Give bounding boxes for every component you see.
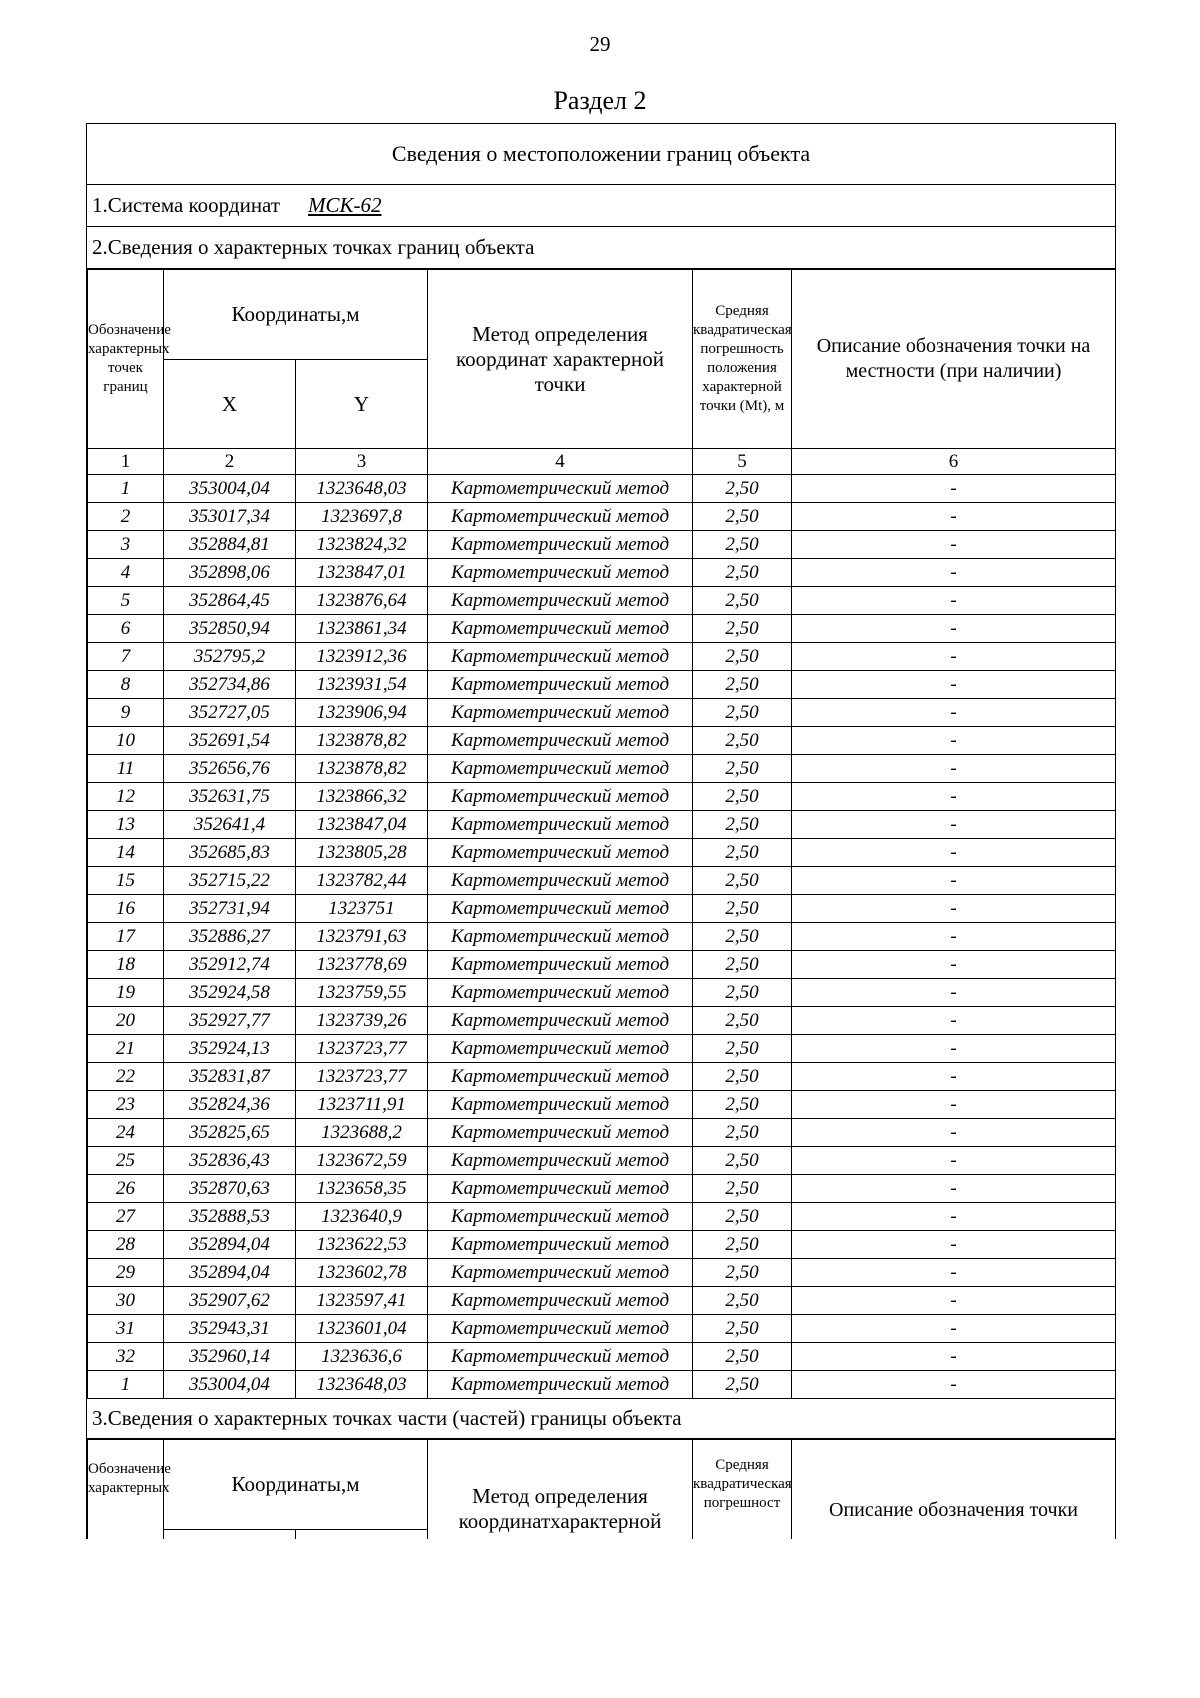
description: - bbox=[792, 1231, 1116, 1259]
parts-header-row bbox=[88, 1440, 1116, 1530]
description: - bbox=[792, 559, 1116, 587]
coord-x: 352924,58 bbox=[164, 979, 296, 1007]
coord-y: 1323824,32 bbox=[296, 531, 428, 559]
point-number: 5 bbox=[88, 587, 164, 615]
description: - bbox=[792, 1287, 1116, 1315]
coord-y: 1323723,77 bbox=[296, 1063, 428, 1091]
method: Картометрический метод bbox=[428, 615, 693, 643]
rmse: 2,50 bbox=[693, 1287, 792, 1315]
description: - bbox=[792, 811, 1116, 839]
table-row bbox=[88, 699, 1116, 727]
section-title: Раздел 2 bbox=[553, 86, 647, 115]
method: Картометрический метод bbox=[428, 1091, 693, 1119]
method: Картометрический метод bbox=[428, 811, 693, 839]
method: Картометрический метод bbox=[428, 559, 693, 587]
description: - bbox=[792, 867, 1116, 895]
method: Картометрический метод bbox=[428, 979, 693, 1007]
parts-col-header-method: Метод определения координатхарактерной bbox=[428, 1440, 693, 1540]
description: - bbox=[792, 1315, 1116, 1343]
points-table-body bbox=[88, 475, 1116, 1399]
coord-y: 1323861,34 bbox=[296, 615, 428, 643]
description: - bbox=[792, 923, 1116, 951]
table-row bbox=[88, 979, 1116, 1007]
table-row bbox=[88, 475, 1116, 503]
table-row bbox=[88, 671, 1116, 699]
description: - bbox=[792, 643, 1116, 671]
col-header-method: Метод определения координат характерной точки bbox=[428, 270, 693, 449]
coord-x: 352943,31 bbox=[164, 1315, 296, 1343]
point-number: 30 bbox=[88, 1287, 164, 1315]
col-header-y: Y bbox=[296, 360, 428, 449]
coord-x: 352884,81 bbox=[164, 531, 296, 559]
point-number: 7 bbox=[88, 643, 164, 671]
coord-x: 352894,04 bbox=[164, 1259, 296, 1287]
rmse: 2,50 bbox=[693, 559, 792, 587]
description: - bbox=[792, 755, 1116, 783]
method: Картометрический метод bbox=[428, 923, 693, 951]
coord-x: 352898,06 bbox=[164, 559, 296, 587]
description: - bbox=[792, 979, 1116, 1007]
coord-y: 1323622,53 bbox=[296, 1231, 428, 1259]
table-row bbox=[88, 615, 1116, 643]
crs-value: МСК-62 bbox=[308, 193, 382, 217]
column-number: 4 bbox=[428, 449, 693, 475]
coord-y: 1323847,04 bbox=[296, 811, 428, 839]
point-number: 23 bbox=[88, 1091, 164, 1119]
coord-x: 352715,22 bbox=[164, 867, 296, 895]
description: - bbox=[792, 1203, 1116, 1231]
coord-y: 1323878,82 bbox=[296, 727, 428, 755]
coord-y: 1323782,44 bbox=[296, 867, 428, 895]
rmse: 2,50 bbox=[693, 1091, 792, 1119]
description: - bbox=[792, 895, 1116, 923]
table-row bbox=[88, 755, 1116, 783]
coord-y: 1323778,69 bbox=[296, 951, 428, 979]
point-number: 6 bbox=[88, 615, 164, 643]
page-number: 29 bbox=[589, 32, 611, 56]
method: Картометрический метод bbox=[428, 1063, 693, 1091]
parts-col-header-y bbox=[296, 1530, 428, 1540]
points-table bbox=[87, 269, 1116, 1399]
coord-x: 352888,53 bbox=[164, 1203, 296, 1231]
coord-x: 352691,54 bbox=[164, 727, 296, 755]
coord-y: 1323739,26 bbox=[296, 1007, 428, 1035]
column-number-row bbox=[88, 449, 1116, 475]
description: - bbox=[792, 839, 1116, 867]
table-row bbox=[88, 727, 1116, 755]
table-row bbox=[88, 1371, 1116, 1399]
point-number: 25 bbox=[88, 1147, 164, 1175]
description: - bbox=[792, 1147, 1116, 1175]
coord-y: 1323697,8 bbox=[296, 503, 428, 531]
method: Картометрический метод bbox=[428, 755, 693, 783]
parts-col-header-designation: Обозначение характерных bbox=[88, 1440, 164, 1540]
coord-x: 352894,04 bbox=[164, 1231, 296, 1259]
coord-x: 352685,83 bbox=[164, 839, 296, 867]
rmse: 2,50 bbox=[693, 1343, 792, 1371]
coord-x: 352836,43 bbox=[164, 1147, 296, 1175]
table-row bbox=[88, 1315, 1116, 1343]
coord-x: 352825,65 bbox=[164, 1119, 296, 1147]
coord-y: 1323597,41 bbox=[296, 1287, 428, 1315]
coord-x: 352912,74 bbox=[164, 951, 296, 979]
coord-x: 352850,94 bbox=[164, 615, 296, 643]
points-section-header: 2.Сведения о характерных точках границ объекта bbox=[87, 227, 1115, 269]
rmse: 2,50 bbox=[693, 615, 792, 643]
method: Картометрический метод bbox=[428, 1315, 693, 1343]
description: - bbox=[792, 1343, 1116, 1371]
coord-x: 352886,27 bbox=[164, 923, 296, 951]
point-number: 1 bbox=[88, 1371, 164, 1399]
coord-x: 352924,13 bbox=[164, 1035, 296, 1063]
table-row bbox=[88, 643, 1116, 671]
table-row bbox=[88, 839, 1116, 867]
rmse: 2,50 bbox=[693, 1203, 792, 1231]
boundary-info-box bbox=[86, 123, 1116, 1539]
crs-row bbox=[87, 185, 1115, 227]
rmse: 2,50 bbox=[693, 951, 792, 979]
rmse: 2,50 bbox=[693, 867, 792, 895]
coord-y: 1323751 bbox=[296, 895, 428, 923]
point-number: 11 bbox=[88, 755, 164, 783]
coord-y: 1323866,32 bbox=[296, 783, 428, 811]
method: Картометрический метод bbox=[428, 699, 693, 727]
description: - bbox=[792, 727, 1116, 755]
method: Картометрический метод bbox=[428, 1007, 693, 1035]
col-header-rmse: Средняя квадратическая погрешность положения характерной точки (Mt), м bbox=[693, 270, 792, 449]
method: Картометрический метод bbox=[428, 895, 693, 923]
method: Картометрический метод bbox=[428, 867, 693, 895]
point-number: 10 bbox=[88, 727, 164, 755]
method: Картометрический метод bbox=[428, 1259, 693, 1287]
column-number: 1 bbox=[88, 449, 164, 475]
method: Картометрический метод bbox=[428, 1035, 693, 1063]
coord-y: 1323672,59 bbox=[296, 1147, 428, 1175]
description: - bbox=[792, 1007, 1116, 1035]
table-row bbox=[88, 503, 1116, 531]
coord-y: 1323658,35 bbox=[296, 1175, 428, 1203]
coord-y: 1323640,9 bbox=[296, 1203, 428, 1231]
method: Картометрический метод bbox=[428, 727, 693, 755]
table-row bbox=[88, 1035, 1116, 1063]
method: Картометрический метод bbox=[428, 783, 693, 811]
method: Картометрический метод bbox=[428, 1287, 693, 1315]
table-row bbox=[88, 1287, 1116, 1315]
description: - bbox=[792, 783, 1116, 811]
description: - bbox=[792, 699, 1116, 727]
table-row bbox=[88, 1343, 1116, 1371]
rmse: 2,50 bbox=[693, 643, 792, 671]
point-number: 27 bbox=[88, 1203, 164, 1231]
coord-y: 1323791,63 bbox=[296, 923, 428, 951]
parts-table bbox=[87, 1439, 1115, 1539]
description: - bbox=[792, 475, 1116, 503]
method: Картометрический метод bbox=[428, 1147, 693, 1175]
rmse: 2,50 bbox=[693, 699, 792, 727]
rmse: 2,50 bbox=[693, 531, 792, 559]
method: Картометрический метод bbox=[428, 951, 693, 979]
coord-x: 352731,94 bbox=[164, 895, 296, 923]
rmse: 2,50 bbox=[693, 1063, 792, 1091]
point-number: 21 bbox=[88, 1035, 164, 1063]
col-header-coords: Координаты,м bbox=[164, 270, 428, 360]
coord-y: 1323688,2 bbox=[296, 1119, 428, 1147]
point-number: 2 bbox=[88, 503, 164, 531]
method: Картометрический метод bbox=[428, 1175, 693, 1203]
parts-table-header-clip bbox=[87, 1439, 1115, 1539]
coord-x: 352960,14 bbox=[164, 1343, 296, 1371]
description: - bbox=[792, 1119, 1116, 1147]
description: - bbox=[792, 531, 1116, 559]
table-row bbox=[88, 1147, 1116, 1175]
coord-y: 1323878,82 bbox=[296, 755, 428, 783]
rmse: 2,50 bbox=[693, 979, 792, 1007]
rmse: 2,50 bbox=[693, 1119, 792, 1147]
coord-y: 1323601,04 bbox=[296, 1315, 428, 1343]
point-number: 22 bbox=[88, 1063, 164, 1091]
table-row bbox=[88, 587, 1116, 615]
parts-col-header-x bbox=[164, 1530, 296, 1540]
method: Картометрический метод bbox=[428, 475, 693, 503]
coord-y: 1323805,28 bbox=[296, 839, 428, 867]
rmse: 2,50 bbox=[693, 475, 792, 503]
parts-col-header-rmse: Средняя квадратическая погрешност bbox=[693, 1440, 792, 1540]
coord-y: 1323648,03 bbox=[296, 1371, 428, 1399]
coord-x: 352656,76 bbox=[164, 755, 296, 783]
table-header-row bbox=[88, 270, 1116, 360]
description: - bbox=[792, 671, 1116, 699]
description: - bbox=[792, 1175, 1116, 1203]
column-number: 3 bbox=[296, 449, 428, 475]
method: Картометрический метод bbox=[428, 1371, 693, 1399]
coord-x: 352795,2 bbox=[164, 643, 296, 671]
point-number: 28 bbox=[88, 1231, 164, 1259]
box-title: Сведения о местоположении границ объекта bbox=[87, 124, 1115, 185]
rmse: 2,50 bbox=[693, 1007, 792, 1035]
method: Картометрический метод bbox=[428, 1343, 693, 1371]
point-number: 19 bbox=[88, 979, 164, 1007]
method: Картометрический метод bbox=[428, 531, 693, 559]
coord-x: 352631,75 bbox=[164, 783, 296, 811]
coord-x: 352831,87 bbox=[164, 1063, 296, 1091]
coord-y: 1323602,78 bbox=[296, 1259, 428, 1287]
table-row bbox=[88, 1231, 1116, 1259]
point-number: 12 bbox=[88, 783, 164, 811]
rmse: 2,50 bbox=[693, 1371, 792, 1399]
description: - bbox=[792, 1259, 1116, 1287]
method: Картометрический метод bbox=[428, 1119, 693, 1147]
table-row bbox=[88, 559, 1116, 587]
table-row bbox=[88, 1063, 1116, 1091]
rmse: 2,50 bbox=[693, 1315, 792, 1343]
table-row bbox=[88, 1259, 1116, 1287]
point-number: 4 bbox=[88, 559, 164, 587]
table-row bbox=[88, 1175, 1116, 1203]
description: - bbox=[792, 1091, 1116, 1119]
coord-y: 1323711,91 bbox=[296, 1091, 428, 1119]
point-number: 24 bbox=[88, 1119, 164, 1147]
coord-x: 353017,34 bbox=[164, 503, 296, 531]
parts-col-header-coords: Координаты,м bbox=[164, 1440, 428, 1530]
coord-y: 1323723,77 bbox=[296, 1035, 428, 1063]
rmse: 2,50 bbox=[693, 755, 792, 783]
rmse: 2,50 bbox=[693, 783, 792, 811]
point-number: 13 bbox=[88, 811, 164, 839]
method: Картометрический метод bbox=[428, 643, 693, 671]
col-header-description: Описание обозначения точки на местности (при наличии) bbox=[792, 270, 1116, 449]
crs-label: 1.Система координат bbox=[92, 193, 281, 217]
point-number: 31 bbox=[88, 1315, 164, 1343]
description: - bbox=[792, 1035, 1116, 1063]
method: Картометрический метод bbox=[428, 839, 693, 867]
table-row bbox=[88, 1007, 1116, 1035]
col-header-designation: Обозначение характерных точек границ bbox=[88, 270, 164, 449]
rmse: 2,50 bbox=[693, 811, 792, 839]
coord-x: 352864,45 bbox=[164, 587, 296, 615]
coord-x: 352734,86 bbox=[164, 671, 296, 699]
method: Картометрический метод bbox=[428, 587, 693, 615]
point-number: 32 bbox=[88, 1343, 164, 1371]
table-row bbox=[88, 895, 1116, 923]
coord-x: 352870,63 bbox=[164, 1175, 296, 1203]
coord-x: 352824,36 bbox=[164, 1091, 296, 1119]
coord-y: 1323906,94 bbox=[296, 699, 428, 727]
point-number: 8 bbox=[88, 671, 164, 699]
point-number: 29 bbox=[88, 1259, 164, 1287]
coord-y: 1323648,03 bbox=[296, 475, 428, 503]
col-header-x: X bbox=[164, 360, 296, 449]
coord-x: 352927,77 bbox=[164, 1007, 296, 1035]
column-number: 2 bbox=[164, 449, 296, 475]
table-row bbox=[88, 811, 1116, 839]
table-row bbox=[88, 923, 1116, 951]
description: - bbox=[792, 615, 1116, 643]
point-number: 3 bbox=[88, 531, 164, 559]
point-number: 20 bbox=[88, 1007, 164, 1035]
description: - bbox=[792, 1371, 1116, 1399]
point-number: 17 bbox=[88, 923, 164, 951]
description: - bbox=[792, 587, 1116, 615]
method: Картометрический метод bbox=[428, 503, 693, 531]
table-row bbox=[88, 531, 1116, 559]
rmse: 2,50 bbox=[693, 1259, 792, 1287]
point-number: 26 bbox=[88, 1175, 164, 1203]
column-number: 5 bbox=[693, 449, 792, 475]
rmse: 2,50 bbox=[693, 1231, 792, 1259]
coord-y: 1323636,6 bbox=[296, 1343, 428, 1371]
description: - bbox=[792, 951, 1116, 979]
point-number: 15 bbox=[88, 867, 164, 895]
coord-y: 1323847,01 bbox=[296, 559, 428, 587]
column-number: 6 bbox=[792, 449, 1116, 475]
method: Картометрический метод bbox=[428, 1231, 693, 1259]
rmse: 2,50 bbox=[693, 727, 792, 755]
point-number: 16 bbox=[88, 895, 164, 923]
point-number: 18 bbox=[88, 951, 164, 979]
method: Картометрический метод bbox=[428, 671, 693, 699]
table-row bbox=[88, 1119, 1116, 1147]
table-row bbox=[88, 783, 1116, 811]
parts-col-header-description: Описание обозначения точки bbox=[792, 1440, 1115, 1540]
coord-y: 1323876,64 bbox=[296, 587, 428, 615]
rmse: 2,50 bbox=[693, 671, 792, 699]
rmse: 2,50 bbox=[693, 503, 792, 531]
description: - bbox=[792, 1063, 1116, 1091]
table-row bbox=[88, 867, 1116, 895]
point-number: 1 bbox=[88, 475, 164, 503]
point-number: 9 bbox=[88, 699, 164, 727]
rmse: 2,50 bbox=[693, 1175, 792, 1203]
coord-x: 352641,4 bbox=[164, 811, 296, 839]
rmse: 2,50 bbox=[693, 587, 792, 615]
coord-x: 352907,62 bbox=[164, 1287, 296, 1315]
table-row bbox=[88, 1203, 1116, 1231]
description: - bbox=[792, 503, 1116, 531]
coord-y: 1323759,55 bbox=[296, 979, 428, 1007]
coord-x: 353004,04 bbox=[164, 1371, 296, 1399]
rmse: 2,50 bbox=[693, 1035, 792, 1063]
rmse: 2,50 bbox=[693, 839, 792, 867]
rmse: 2,50 bbox=[693, 895, 792, 923]
coord-y: 1323912,36 bbox=[296, 643, 428, 671]
rmse: 2,50 bbox=[693, 1147, 792, 1175]
table-row bbox=[88, 951, 1116, 979]
coord-x: 353004,04 bbox=[164, 475, 296, 503]
parts-section-header: 3.Сведения о характерных точках части (частей) границы объекта bbox=[87, 1399, 1115, 1439]
method: Картометрический метод bbox=[428, 1203, 693, 1231]
table-row bbox=[88, 1091, 1116, 1119]
coord-x: 352727,05 bbox=[164, 699, 296, 727]
coord-y: 1323931,54 bbox=[296, 671, 428, 699]
rmse: 2,50 bbox=[693, 923, 792, 951]
point-number: 14 bbox=[88, 839, 164, 867]
